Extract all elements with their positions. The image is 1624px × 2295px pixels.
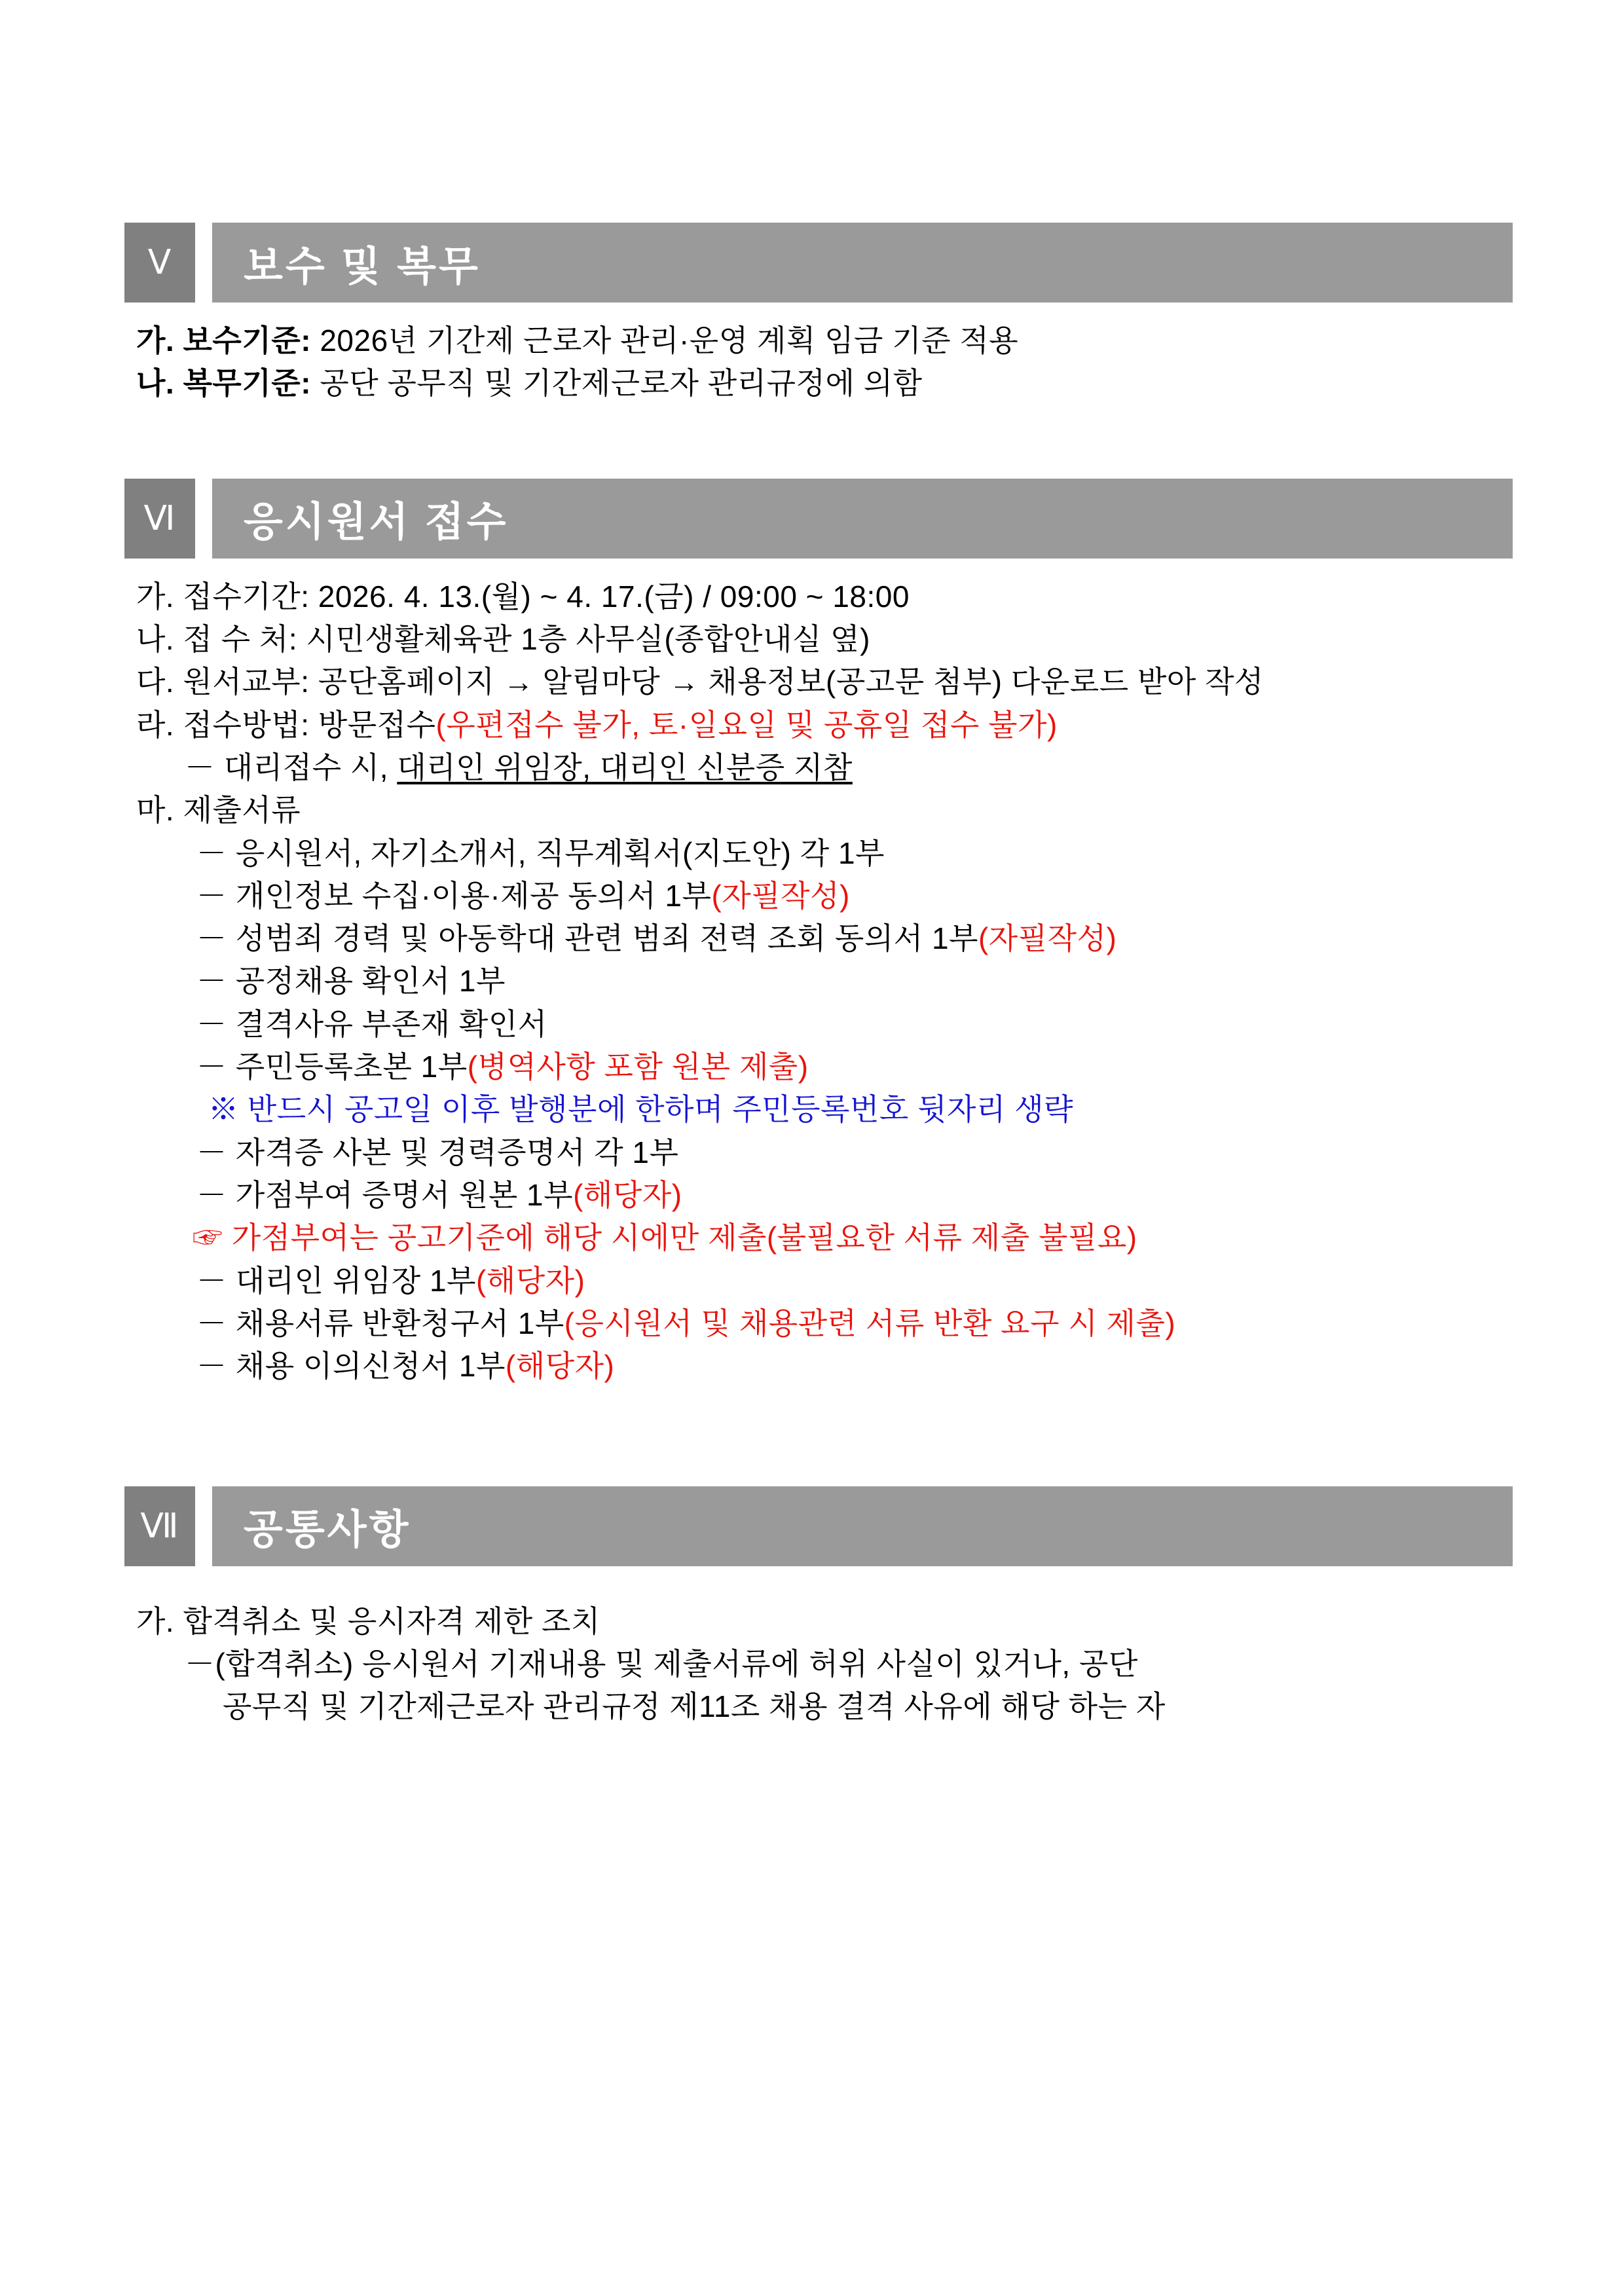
section-gap <box>195 1486 212 1566</box>
item-note-red: (자필작성) <box>711 878 850 913</box>
spacer <box>124 1583 1513 1600</box>
list-item: 다. 원서교부: 공단홈페이지 → 알림마당 → 채용정보(공고문 첨부) 다운로드 받아 작성 <box>136 665 1264 699</box>
list-item <box>124 917 1513 960</box>
item-text: － 개인정보 수집·이용·제공 동의서 1부 <box>196 878 712 913</box>
section-body-bosu-bokmu <box>124 320 1513 405</box>
list-item: 가. 합격취소 및 응시자격 제한 조치 <box>136 1604 600 1638</box>
item-text: 공단 공무직 및 기간제근로자 관리규정에 의함 <box>311 366 923 401</box>
item-text: － 채용서류 반환청구서 1부 <box>196 1306 564 1340</box>
list-item: － 공정채용 확인서 1부 <box>196 964 506 999</box>
list-item <box>124 1302 1513 1345</box>
list-item: 나. 접 수 처: 시민생활체육관 1층 사무실(종합안내실 옆) <box>136 621 870 656</box>
list-item <box>124 704 1513 746</box>
section-title: 공통사항 <box>212 1486 1513 1566</box>
list-item: － 결격사유 부존재 확인서 <box>196 1006 547 1041</box>
item-note-red: (해당자) <box>475 1263 585 1298</box>
spacer <box>124 405 1513 479</box>
document-content <box>124 223 1513 1729</box>
item-text: 2026년 기간제 근로자 관리·운영 계획 임금 기준 적용 <box>311 323 1019 358</box>
list-item <box>124 875 1513 917</box>
section-body-common <box>124 1583 1513 1729</box>
item-note-red: (병역사항 포함 원본 제출) <box>467 1050 809 1084</box>
section-number: Ⅵ <box>124 479 195 559</box>
list-item <box>124 362 1513 405</box>
list-item: 마. 제출서류 <box>136 793 301 828</box>
item-text: － 채용 이의신청서 1부 <box>196 1349 506 1384</box>
item-text: － 주민등록초본 1부 <box>196 1050 468 1084</box>
list-item: －(합격취소) 응시원서 기재내용 및 제출서류에 허위 사실이 있거나, 공단 <box>185 1646 1138 1681</box>
item-note-red: (해당자) <box>505 1349 615 1384</box>
section-header-common <box>124 1486 1513 1566</box>
section-number: Ⅴ <box>124 223 195 303</box>
spacer <box>124 1388 1513 1486</box>
section-title: 보수 및 복무 <box>212 223 1513 303</box>
item-note-red: (우편접수 불가, 토·일요일 및 공휴일 접수 불가) <box>435 707 1058 742</box>
item-note-red: (자필작성) <box>978 921 1117 956</box>
item-text: － 가점부여 증명서 원본 1부 <box>196 1178 574 1212</box>
list-item: － 응시원서, 자기소개서, 직무계획서(지도안) 각 1부 <box>196 835 885 870</box>
section-title: 응시원서 접수 <box>212 479 1513 559</box>
list-item: 가. 접수기간: 2026. 4. 13.(월) ~ 4. 17.(금) / 09:00 ~ 18:00 <box>136 579 910 614</box>
section-header-bosu-bokmu <box>124 223 1513 303</box>
item-note-red: (해당자) <box>573 1178 682 1212</box>
item-label: 나. 복무기준: <box>136 366 312 401</box>
section-body-application <box>124 576 1513 1388</box>
list-item <box>124 320 1513 362</box>
list-item <box>124 1174 1513 1217</box>
item-label: 가. 보수기준: <box>136 323 312 358</box>
section-gap <box>195 223 212 303</box>
item-underlined: 대리인 위임장, 대리인 신분증 지참 <box>397 750 853 784</box>
section-number: Ⅶ <box>124 1486 195 1566</box>
list-item <box>124 746 1513 789</box>
list-item <box>124 1046 1513 1088</box>
section-gap <box>195 479 212 559</box>
list-item-pointer: ☞ 가점부여는 공고기준에 해당 시에만 제출(불필요한 서류 제출 불필요) <box>193 1221 1137 1255</box>
item-text: － 대리인 위임장 1부 <box>196 1263 476 1298</box>
item-text: － 대리접수 시, <box>185 750 397 784</box>
list-item-note: ※ 반드시 공고일 이후 발행분에 한하며 주민등록번호 뒷자리 생략 <box>208 1092 1074 1127</box>
list-item <box>124 1260 1513 1302</box>
item-text: － 성범죄 경력 및 아동학대 관련 범죄 전력 조회 동의서 1부 <box>196 921 978 956</box>
item-note-red: (응시원서 및 채용관련 서류 반환 요구 시 제출) <box>564 1306 1176 1340</box>
list-item <box>124 1345 1513 1387</box>
section-header-application <box>124 479 1513 559</box>
list-item-continuation: 공무직 및 기간제근로자 관리규정 제11조 채용 결격 사유에 해당 하는 자 <box>223 1689 1166 1724</box>
item-text: 라. 접수방법: 방문접수 <box>136 707 436 742</box>
list-item: － 자격증 사본 및 경력증명서 각 1부 <box>196 1135 679 1169</box>
